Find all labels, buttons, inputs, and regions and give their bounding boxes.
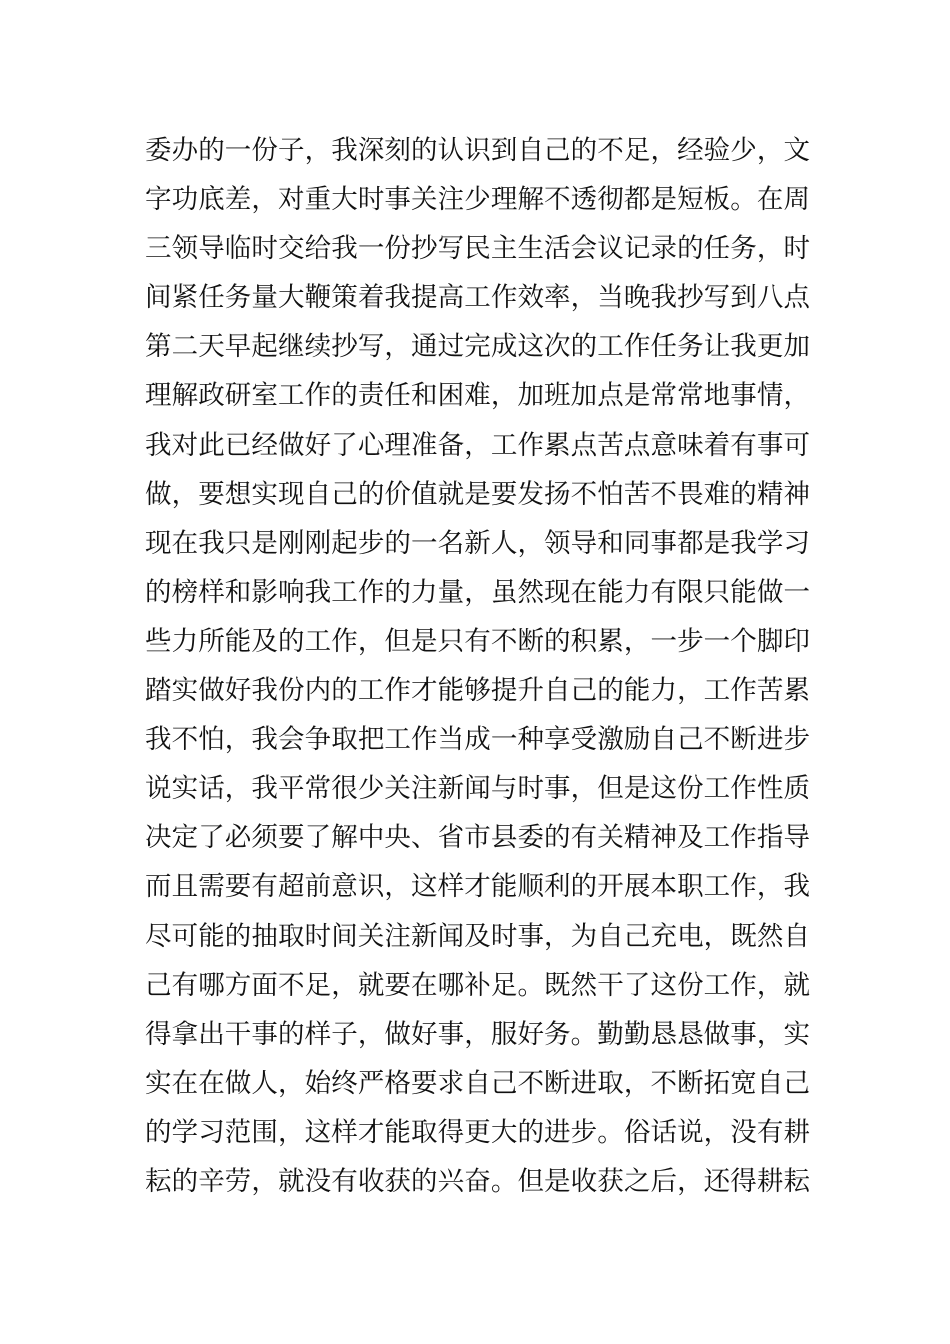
text-line-14: 说实话，我平常很少关注新闻与时事，但是这份工作性质 — [145, 773, 810, 805]
text-line-8: 做，要想实现自己的价值就是要发扬不怕苦不畏难的精神 — [145, 478, 810, 510]
body-text — [145, 126, 810, 1206]
text-line-10: 的榜样和影响我工作的力量，虽然现在能力有限只能做一 — [145, 576, 810, 608]
text-line-20: 实在在做人，始终严格要求自己不断进取，不断拓宽自己 — [145, 1067, 810, 1099]
text-line-17: 尽可能的抽取时间关注新闻及时事，为自己充电，既然自 — [145, 920, 810, 952]
text-line-22: 耘的辛劳，就没有收获的兴奋。但是收获之后，还得耕耘 — [145, 1165, 810, 1197]
text-line-18: 己有哪方面不足，就要在哪补足。既然干了这份工作，就 — [145, 969, 810, 1001]
text-line-19: 得拿出干事的样子，做好事，服好务。勤勤恳恳做事，实 — [145, 1018, 810, 1050]
text-line-11: 些力所能及的工作，但是只有不断的积累，一步一个脚印 — [145, 625, 810, 657]
text-line-16: 而且需要有超前意识，这样才能顺利的开展本职工作，我 — [145, 871, 810, 903]
text-line-9: 现在我只是刚刚起步的一名新人，领导和同事都是我学习 — [145, 527, 810, 559]
text-line-13: 我不怕，我会争取把工作当成一种享受激励自己不断进步 — [145, 724, 810, 756]
text-line-15: 决定了必须要了解中央、省市县委的有关精神及工作指导 — [145, 822, 810, 854]
text-line-4: 间紧任务量大鞭策着我提高工作效率，当晚我抄写到八点 — [145, 282, 810, 314]
text-line-7: 我对此已经做好了心理准备，工作累点苦点意味着有事可 — [145, 429, 810, 461]
text-line-12: 踏实做好我份内的工作才能够提升自己的能力，工作苦累 — [145, 675, 810, 707]
text-line-5: 第二天早起继续抄写，通过完成这次的工作任务让我更加 — [145, 331, 810, 363]
text-line-3: 三领导临时交给我一份抄写民主生活会议记录的任务，时 — [145, 233, 810, 265]
text-line-1: 委办的一份子，我深刻的认识到自己的不足，经验少，文 — [145, 135, 810, 166]
text-line-6: 理解政研室工作的责任和困难，加班加点是常常地事情， — [145, 380, 810, 412]
text-line-2: 字功底差，对重大时事关注少理解不透彻都是短板。在周 — [145, 184, 810, 216]
text-line-21: 的学习范围，这样才能取得更大的进步。俗话说，没有耕 — [145, 1116, 810, 1148]
